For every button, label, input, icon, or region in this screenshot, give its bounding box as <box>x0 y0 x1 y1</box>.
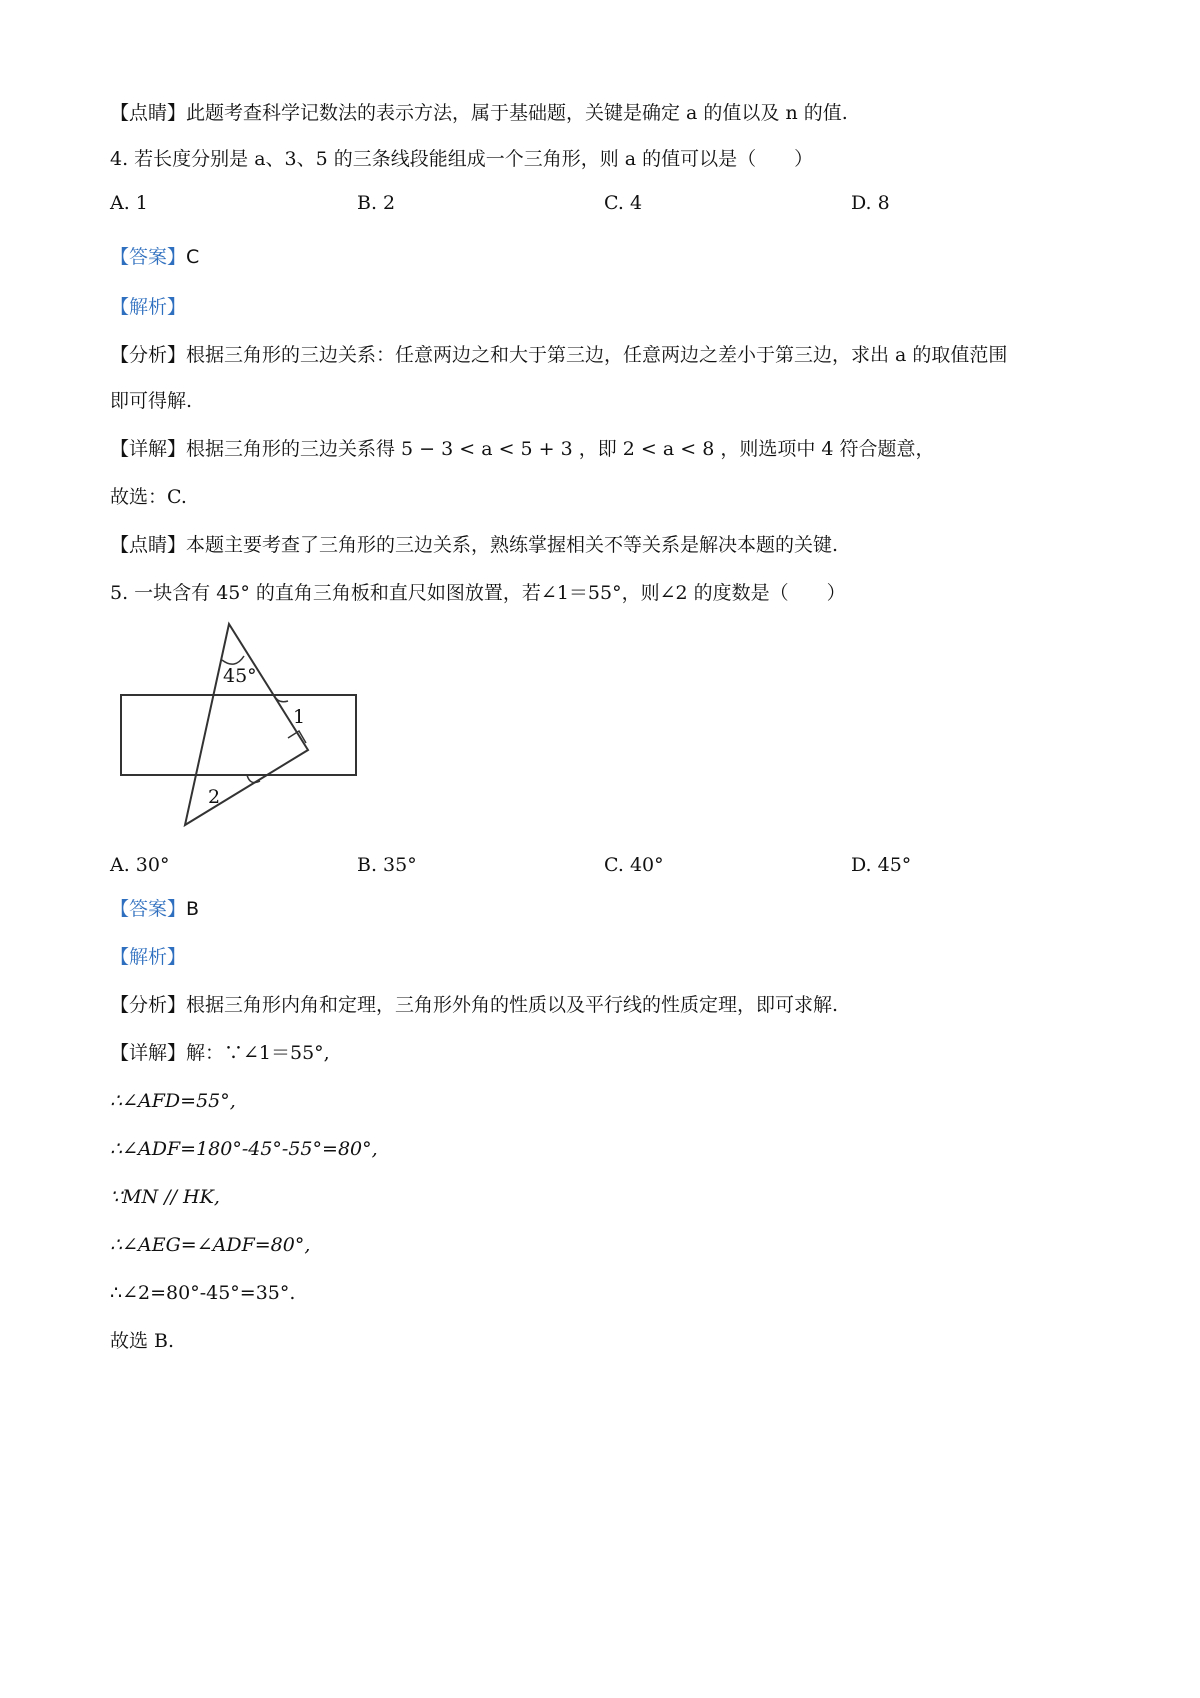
set-square-triangle <box>185 624 308 825</box>
q5-answer <box>110 896 199 922</box>
q5-option-d: D. 45° <box>851 854 912 876</box>
q4-option-a: A. 1 <box>110 192 148 214</box>
q4-dianjing: 【点睛】本题主要考查了三角形的三边关系，熟练掌握相关不等关系是解决本题的关键. <box>110 534 839 556</box>
q5-figure-triangle-ruler <box>110 618 370 833</box>
q5-step-4: ∵MN // HK, <box>110 1186 220 1208</box>
q5-question: 5. 一块含有 45° 的直角三角板和直尺如图放置，若∠1＝55°，则∠2 的度数是（ ） <box>110 582 846 604</box>
q5-step-3: ∴∠ADF=180°-45°-55°=80°, <box>110 1138 378 1160</box>
angle-45-arc <box>222 656 244 664</box>
label-angle-2: 2 <box>208 786 221 808</box>
label-angle-1: 1 <box>293 706 306 728</box>
q5-jiexi-label: 【解析】 <box>110 946 187 968</box>
q3-dianjing-text: 【点睛】此题考查科学记数法的表示方法，属于基础题，关键是确定 a 的值以及 n 的值. <box>110 102 848 124</box>
q4-option-c: C. 4 <box>604 192 643 214</box>
q5-step-6: ∴∠2=80°-45°=35°. <box>110 1282 296 1304</box>
ruler-rectangle <box>121 695 356 775</box>
q5-answer-label: 【答案】 <box>110 898 187 920</box>
q4-question: 4. 若长度分别是 a、3、5 的三条线段能组成一个三角形，则 a 的值可以是（ ） <box>110 148 814 170</box>
q4-fenxi-line2: 即可得解. <box>110 390 193 412</box>
q4-guxuan: 故选：C. <box>110 486 187 508</box>
q5-fenxi: 【分析】根据三角形内角和定理，三角形外角的性质以及平行线的性质定理，即可求解. <box>110 994 839 1016</box>
q5-step-2: ∴∠AFD=55°, <box>110 1090 236 1112</box>
q5-option-a: A. 30° <box>110 854 170 876</box>
q5-step-7: 故选 B. <box>110 1330 175 1352</box>
label-45: 45° <box>223 665 257 687</box>
angle-2-arc <box>247 775 260 783</box>
q4-option-b: B. 2 <box>357 192 396 214</box>
q4-answer-label: 【答案】 <box>110 246 187 268</box>
q4-jiexi-label: 【解析】 <box>110 296 187 318</box>
q4-fenxi-line1: 【分析】根据三角形的三边关系：任意两边之和大于第三边，任意两边之差小于第三边，求出 a 的取值范围 <box>110 344 1008 366</box>
q4-answer-value: C <box>186 246 200 268</box>
q4-xiangjie: 【详解】根据三角形的三边关系得 5 − 3 < a < 5 + 3 ，即 2 < a < 8 ，则选项中 4 符合题意， <box>110 438 935 460</box>
q4-option-d: D. 8 <box>851 192 890 214</box>
q5-step-1: 【详解】解：∵∠1＝55°, <box>110 1042 330 1064</box>
q5-option-c: C. 40° <box>604 854 664 876</box>
triangle-ruler-diagram <box>110 618 370 833</box>
q5-option-b: B. 35° <box>357 854 417 876</box>
q4-answer <box>110 244 199 270</box>
q5-answer-value: B <box>186 898 200 920</box>
q5-step-5: ∴∠AEG=∠ADF=80°, <box>110 1234 311 1256</box>
